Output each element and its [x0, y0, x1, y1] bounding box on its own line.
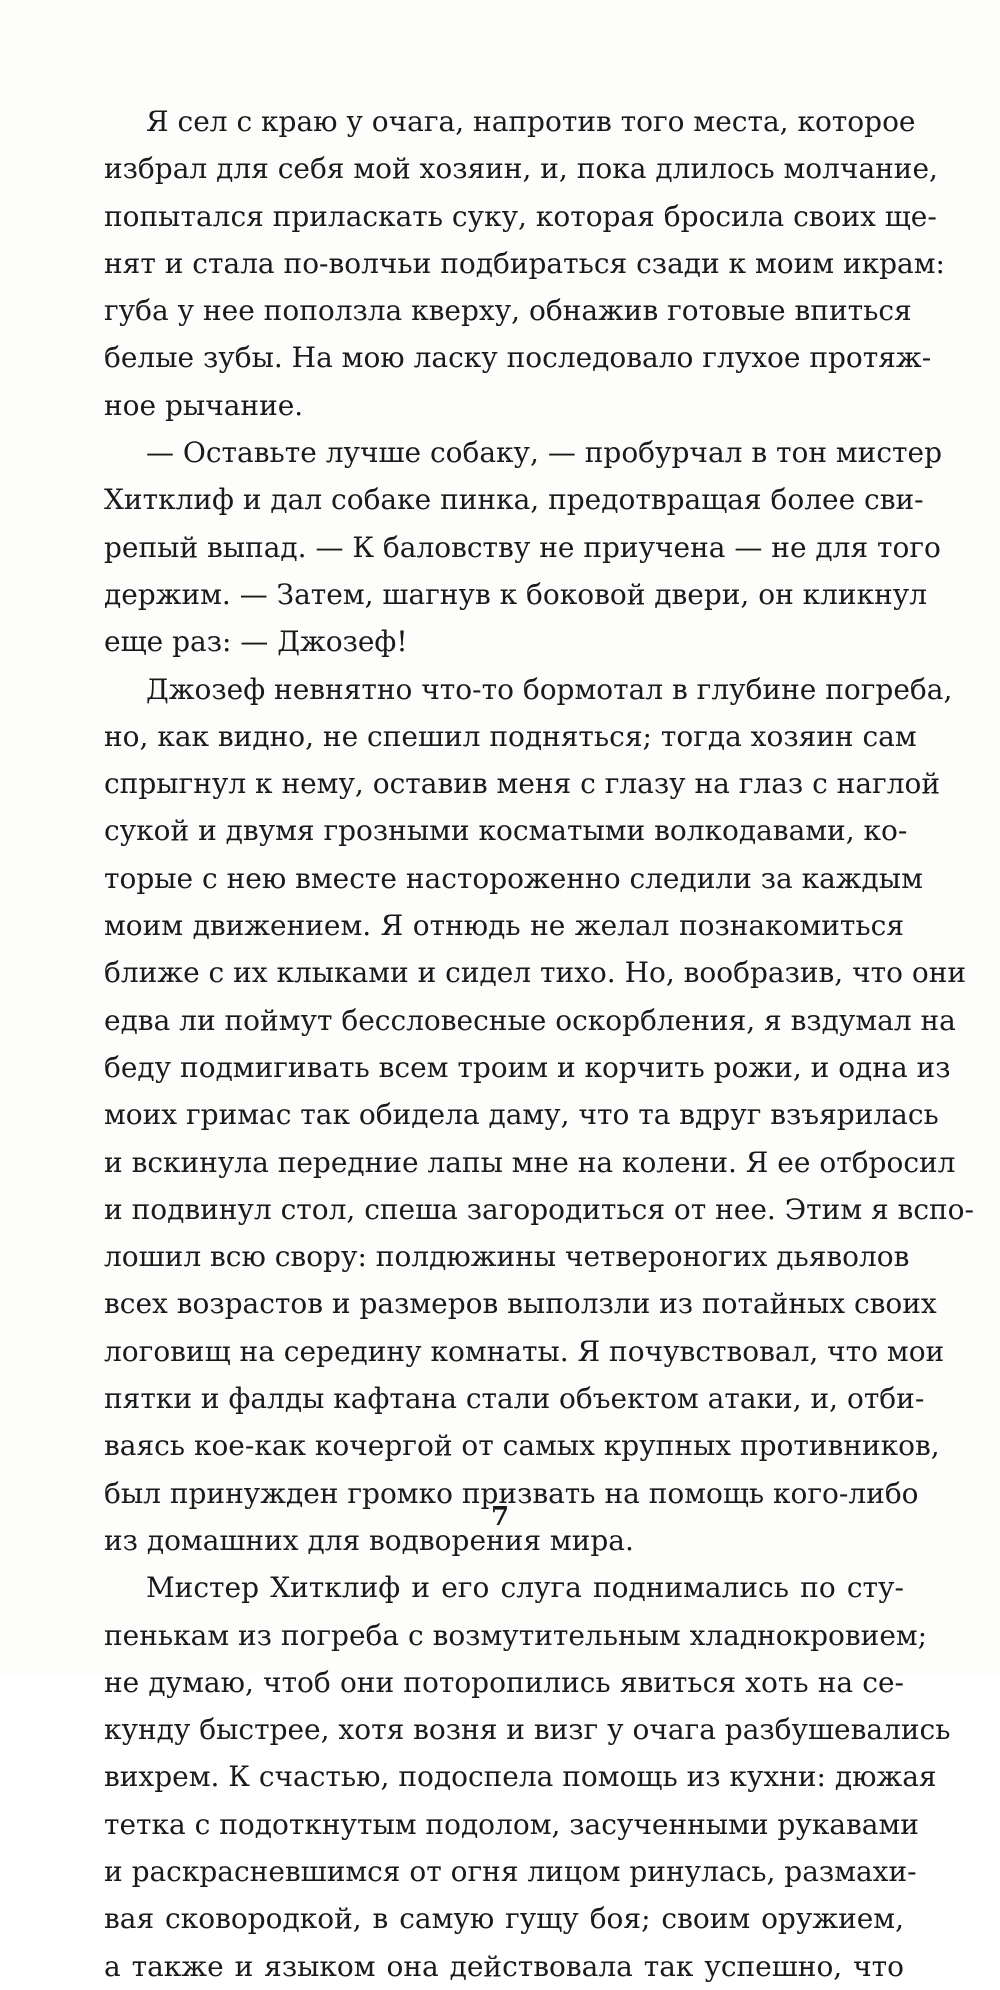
text-line: а также и языком она действовала так успешно, что [104, 1949, 904, 1983]
text-line: вая сковородкой, в самую гущу боя; своим оружием, [104, 1902, 904, 1936]
text-line: пятки и фалды кафтана стали объектом атаки, и, отби- [104, 1382, 925, 1416]
text-line: не думаю, чтоб они поторопились явиться хоть на се- [104, 1665, 904, 1699]
text-line: держим. — Затем, шагнув к боковой двери, он кликнул [104, 577, 928, 611]
text-line: из домашних для водворения мира. [104, 1523, 634, 1557]
text-line: спрыгнул к нему, оставив меня с глазу на глаз с наглой [104, 767, 940, 801]
text-line: ное рычание. [104, 388, 304, 422]
text-line: моим движением. Я отнюдь не желал познакомиться [104, 909, 904, 943]
text-line: попытался приласкать суку, которая бросила своих ще- [104, 199, 937, 233]
text-line: торые с нею вместе настороженно следили за каждым [104, 861, 923, 895]
text-line: нят и стала по-волчьи подбираться сзади к моим икрам: [104, 246, 945, 280]
text-line: вихрем. К счастью, подоспела помощь из кухни: дюжая [104, 1760, 937, 1794]
text-line: моих гримас так обидела даму, что та вдруг взъярилась [104, 1098, 939, 1132]
text-line: тетка с подоткнутым подолом, засученными рукавами [104, 1807, 919, 1841]
text-line: ближе с их клыками и сидел тихо. Но, вообразив, что они [104, 956, 967, 990]
body-text [104, 98, 974, 1990]
page-number: 7 [490, 1502, 510, 1532]
text-line: белые зубы. На мою ласку последовало глухое протяж- [104, 341, 932, 375]
text-line: репый выпад. — К баловству не приучена — не для того [104, 530, 941, 564]
text-line: Я сел с краю у очага, напротив того места, которое [146, 105, 916, 138]
text-line: кунду быстрее, хотя возня и визг у очага разбушевались [104, 1713, 951, 1747]
text-line: избрал для себя мой хозяин, и, пока длилось молчание, [104, 152, 938, 186]
text-line: беду подмигивать всем троим и корчить рожи, и одна из [104, 1050, 951, 1084]
text-line: всех возрастов и размеров выползли из потайных своих [104, 1287, 937, 1321]
text-line: губа у нее поползла кверху, обнажив готовые впиться [104, 294, 912, 328]
text-line: и вскинула передние лапы мне на колени. Я ее отбросил [104, 1145, 956, 1179]
text-line: — Оставьте лучше собаку, — пробурчал в тон мистер [146, 436, 943, 470]
text-line: сукой и двумя грозными косматыми волкодавами, ко- [104, 814, 908, 848]
text-line: лошил всю свору: полдюжины четвероногих дьяволов [104, 1240, 910, 1274]
text-line: еще раз: — Джозеф! [104, 625, 408, 659]
text-line: Мистер Хитклиф и его слуга поднимались по сту- [146, 1571, 904, 1605]
text-line: Хитклиф и дал собаке пинка, предотвращая более сви- [104, 483, 924, 517]
text-line: и раскрасневшимся от огня лицом ринулась, размахи- [104, 1854, 917, 1888]
text-line: пенькам из погреба с возмутительным хладнокровием; [104, 1618, 928, 1652]
text-line: логовищ на середину комнаты. Я почувствовал, что мои [104, 1334, 945, 1368]
text-line: но, как видно, не спешил подняться; тогда хозяин сам [104, 719, 917, 753]
text-line: едва ли поймут бессловесные оскорбления, я вздумал на [104, 1003, 956, 1037]
text-line: и подвинул стол, спеша загородиться от нее. Этим я вспо- [104, 1192, 974, 1226]
text-line: ваясь кое-как кочергой от самых крупных противников, [104, 1429, 940, 1463]
text-line: Джозеф невнятно что-то бормотал в глубине погреба, [146, 672, 953, 706]
text-line: был принужден громко призвать на помощь кого-либо [104, 1476, 919, 1510]
